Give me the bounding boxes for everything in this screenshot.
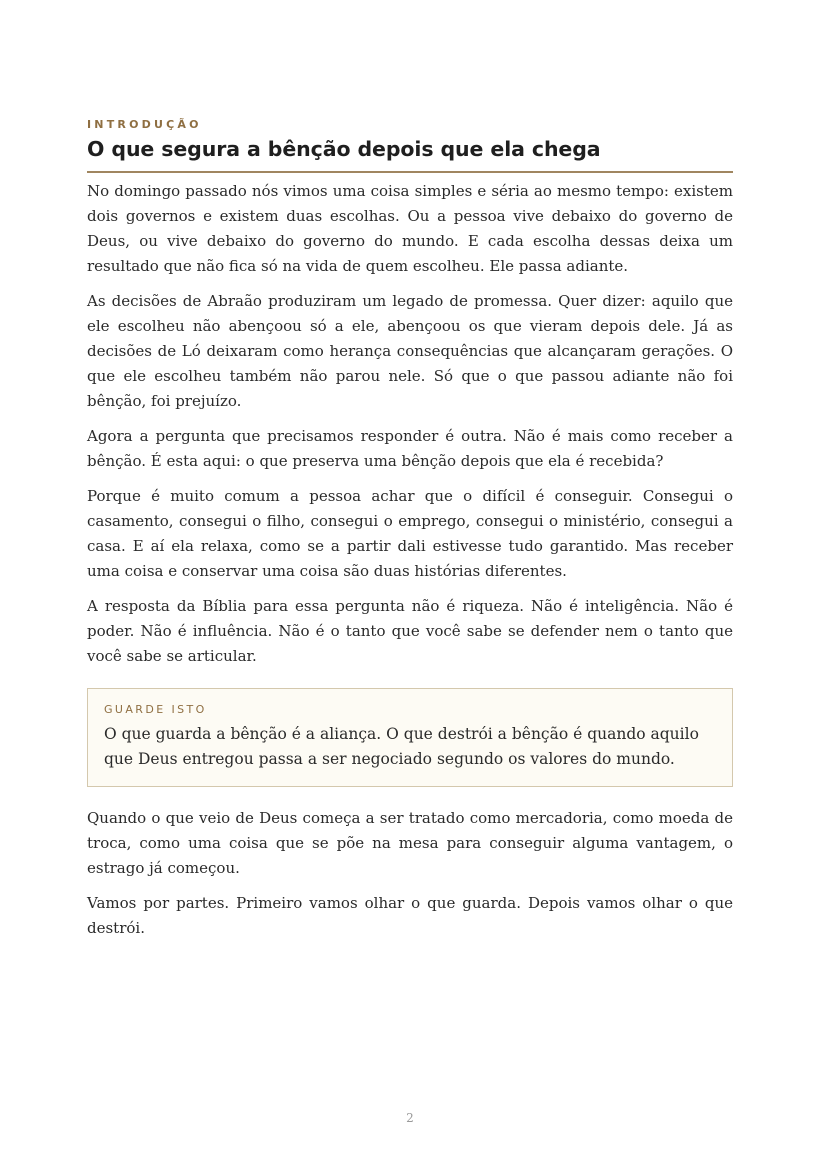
paragraph: Porque é muito comum a pessoa achar que o difícil é conseguir. Consegui o casamento, consegui o filho, consegui o emprego, consegui o ministério, consegui a casa. E aí ela relaxa, como se a partir dali estivesse tudo garantido. Mas receber uma coisa e conservar uma coisa são duas histórias diferentes. bbox=[87, 487, 733, 580]
callout-text: O que guarda a bênção é a aliança. O que destrói a bênção é quando aquilo que Deus entregou passa a ser negociado segundo os valores do mundo. bbox=[104, 725, 699, 768]
paragraph: As decisões de Abraão produziram um legado de promessa. Quer dizer: aquilo que ele escolheu não abençoou só a ele, abençoou os que vieram depois dele. Já as decisões de Ló deixaram como herança consequências que alcançaram gerações. O que ele escolheu também não parou nele. Só que o que passou adiante não foi bênção, foi prejuízo. bbox=[87, 292, 733, 410]
section-kicker: INTRODUÇÃO bbox=[87, 118, 202, 131]
page-number: 2 bbox=[406, 1111, 414, 1125]
paragraph: A resposta da Bíblia para essa pergunta não é riqueza. Não é inteligência. Não é poder. Não é influência. Não é o tanto que você sabe se defender nem o tanto que você sabe se articular. bbox=[87, 597, 733, 665]
paragraph: No domingo passado nós vimos uma coisa simples e séria ao mesmo tempo: existem dois governos e existem duas escolhas. Ou a pessoa vive debaixo do governo de Deus, ou vive debaixo do governo do mundo. E cada escolha dessas deixa um resultado que não fica só na vida de quem escolheu. Ele passa adiante. bbox=[87, 182, 733, 275]
callout-box bbox=[87, 688, 733, 787]
paragraph: Vamos por partes. Primeiro vamos olhar o que guarda. Depois vamos olhar o que destrói. bbox=[87, 894, 733, 937]
section-title: O que segura a bênção depois que ela chega bbox=[87, 137, 733, 173]
paragraph: Agora a pergunta que precisamos responder é outra. Não é mais como receber a bênção. É esta aqui: o que preserva uma bênção depois que ela é recebida? bbox=[87, 427, 733, 470]
document-page bbox=[87, 118, 733, 951]
callout-label: GUARDE ISTO bbox=[104, 703, 207, 716]
paragraph: Quando o que veio de Deus começa a ser tratado como mercadoria, como moeda de troca, como uma coisa que se põe na mesa para conseguir alguma vantagem, o estrago já começou. bbox=[87, 809, 733, 877]
